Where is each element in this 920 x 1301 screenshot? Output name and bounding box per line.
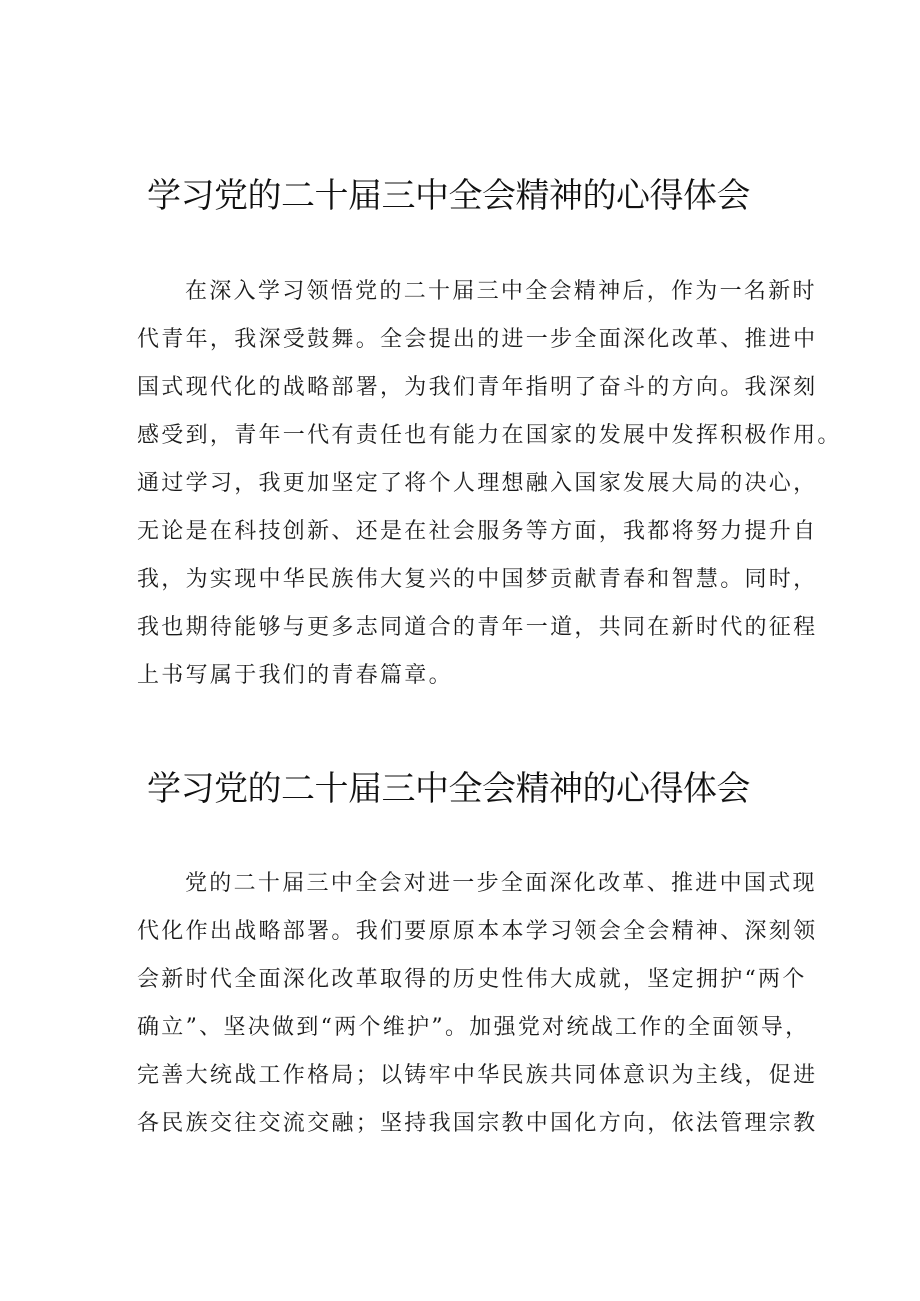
paragraph-line: 在深入学习领悟党的二十届三中全会精神后，作为一名新时 (185, 279, 817, 304)
paragraph-line: 党的二十届三中全会对进一步全面深化改革、推进中国式现 (185, 871, 817, 896)
paragraph-line: 我也期待能够与更多志同道合的青年一道，共同在新时代的征程 (137, 615, 818, 640)
section-1-title: 学习党的二十届三中全会精神的心得体会 (147, 176, 750, 216)
paragraph-line: 代化作出战略部署。我们要原原本本学习领会全会精神、深刻领 (137, 919, 818, 944)
paragraph-line: 确立”、坚决做到“两个维护”。加强党对统战工作的全面领导， (137, 1015, 810, 1040)
section-2-title: 学习党的二十届三中全会精神的心得体会 (147, 769, 750, 809)
section-2-paragraph (137, 860, 818, 1148)
paragraph-line: 我，为实现中华民族伟大复兴的中国梦贡献青春和智慧。同时， (137, 567, 818, 592)
paragraph-line: 代青年，我深受鼓舞。全会提出的进一步全面深化改革、推进中 (137, 327, 818, 352)
paragraph-line: 通过学习，我更加坚定了将个人理想融入国家发展大局的决心， (137, 471, 818, 496)
section-1-paragraph (137, 268, 842, 700)
paragraph-line: 会新时代全面深化改革取得的历史性伟大成就，坚定拥护“两个 (137, 967, 807, 992)
paragraph-line: 上书写属于我们的青春篇章。 (137, 663, 453, 688)
paragraph-line: 无论是在科技创新、还是在社会服务等方面，我都将努力提升自 (137, 519, 818, 544)
paragraph-line: 各民族交往交流交融；坚持我国宗教中国化方向，依法管理宗教 (137, 1111, 818, 1136)
paragraph-line: 完善大统战工作格局；以铸牢中华民族共同体意识为主线，促进 (137, 1063, 818, 1088)
paragraph-line: 国式现代化的战略部署，为我们青年指明了奋斗的方向。我深刻 (137, 375, 818, 400)
paragraph-line: 感受到，青年一代有责任也有能力在国家的发展中发挥积极作用。 (137, 423, 842, 448)
